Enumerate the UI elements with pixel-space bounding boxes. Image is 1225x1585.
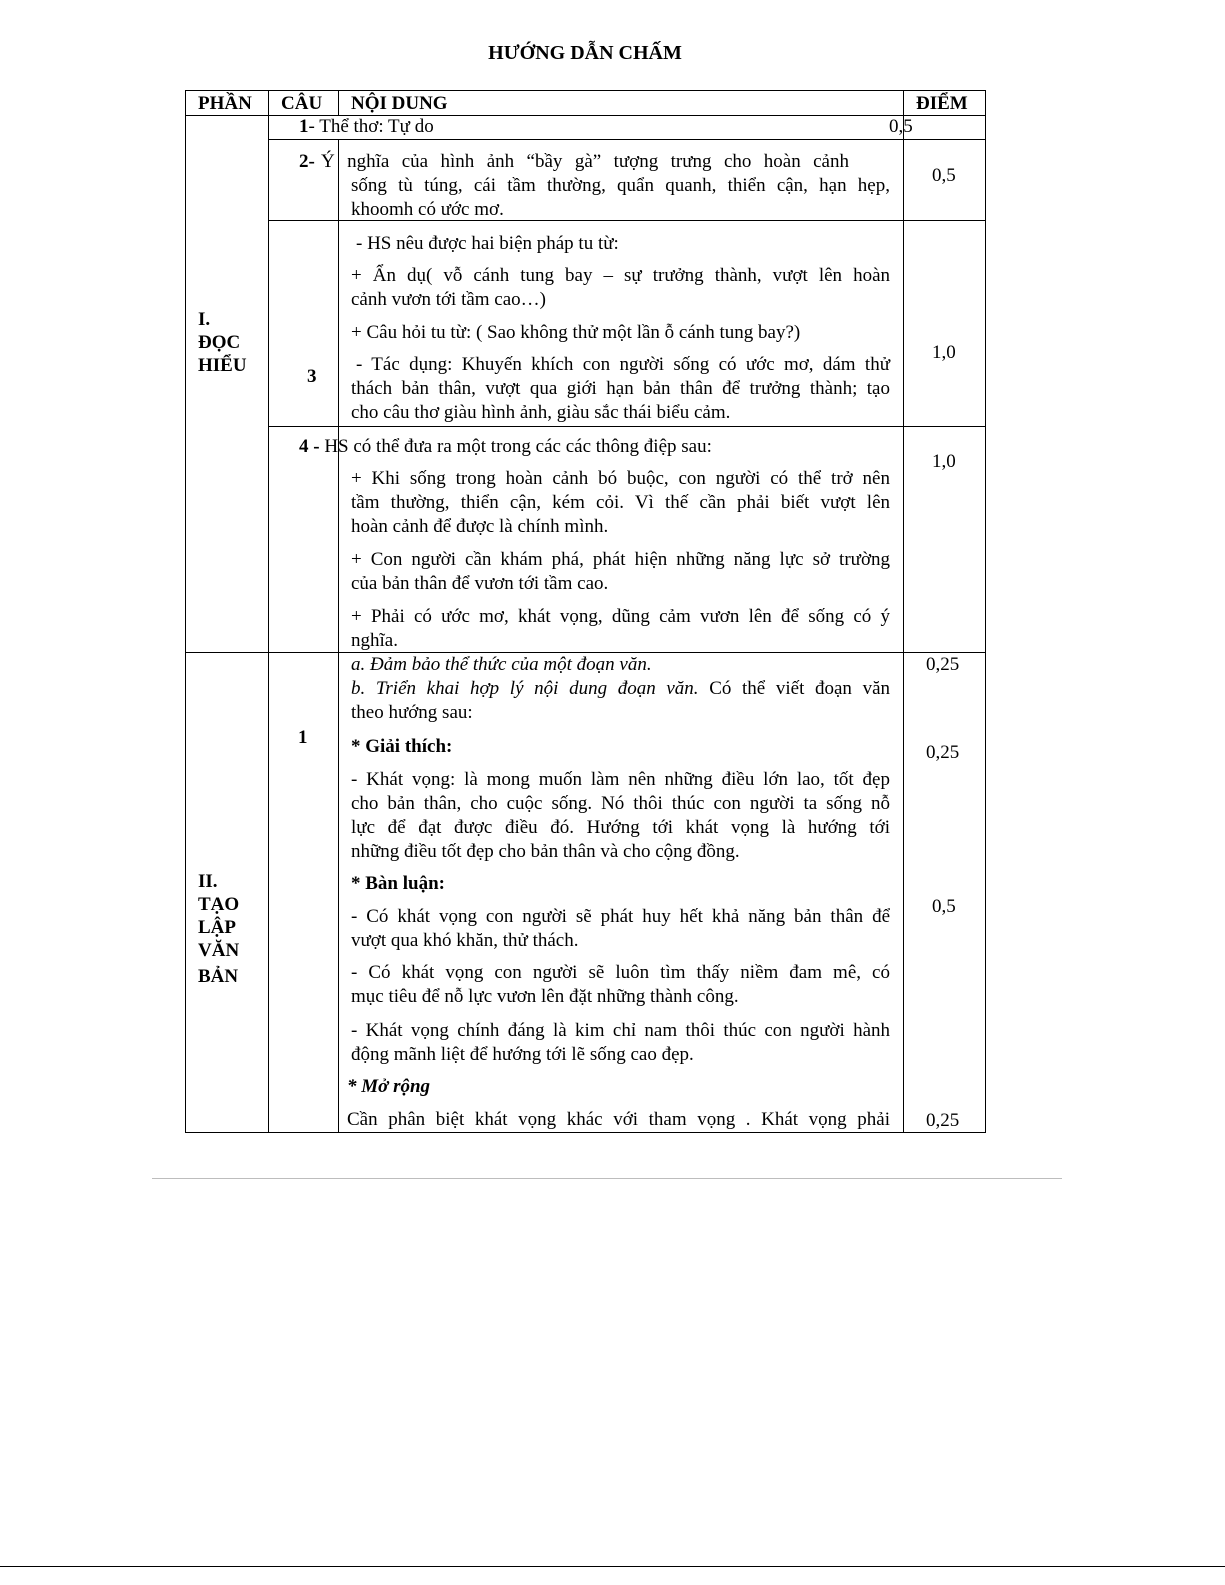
p2-score-bl: 0,5: [932, 896, 956, 917]
q4-message-1: [351, 467, 890, 539]
part2-label-5: BẢN: [198, 966, 239, 987]
q3-intro: - HS nêu được hai biện pháp tu từ:: [356, 233, 619, 254]
q3-line: thách bản thân, vượt qua giới hạn bản thân để trưởng thành; tạo: [351, 378, 890, 399]
p2-gt-line: - Khát vọng: là mong muốn làm nên những điều lớn lao, tốt đẹp: [351, 769, 890, 790]
q4-number: 4 -: [299, 436, 320, 457]
q2-score: 0,5: [932, 165, 956, 186]
q4-score: 1,0: [932, 451, 956, 472]
p2-bl1: [351, 905, 890, 953]
q3-effect: [351, 353, 890, 425]
q4-line: tầm thường, thiển cận, kém cỏi. Vì thế cần phải biết vượt lên: [351, 492, 890, 513]
q4-line: + Con người cần khám phá, phát hiện những năng lực sở trường: [351, 549, 890, 570]
p2-bl-line: - Có khát vọng con người sẽ luôn tìm thấy niềm đam mê, có: [351, 962, 890, 983]
p2-score-a: 0,25: [926, 654, 960, 675]
p2-score-gt: 0,25: [926, 742, 960, 763]
p2-bl-line: - Có khát vọng con người sẽ phát huy hết khả năng bản thân để: [351, 906, 890, 927]
part2-label-2: TẠO: [198, 894, 240, 915]
part2-label-1: II.: [198, 871, 218, 892]
p2-b-line2: theo hướng sau:: [351, 702, 473, 723]
p2-bl3: [351, 1019, 890, 1067]
q2-line: sống tù túng, cái tầm thường, quẩn quanh, thiển cận, hạn hẹp,: [351, 175, 890, 196]
q3-score: 1,0: [932, 342, 956, 363]
bottom-border: [0, 1566, 1225, 1567]
part1-label-2: ĐỌC: [198, 332, 241, 353]
p2-b-line: [351, 677, 890, 701]
q2-line: khoomh có ước mơ.: [351, 199, 504, 220]
q4-line: + Khi sống trong hoàn cảnh bó buộc, con người có thể trở nên: [351, 468, 890, 489]
q2-number: 2-: [299, 151, 315, 172]
q3-line: + Ẩn dụ( vỗ cánh tung bay – sự trưởng thành, vượt lên hoàn: [351, 265, 890, 286]
p2-bl-line: động mãnh liệt để hướng tới lẽ sống cao đẹp.: [351, 1044, 694, 1065]
q3-number: 3: [307, 366, 317, 387]
p2-mo-rong: * Mở rộng: [347, 1076, 431, 1097]
p2-gt-line: cho bản thân, cho cuộc sống. Nó thôi thúc con người ta sống nỗ: [351, 793, 890, 814]
q4-message-2: [351, 548, 890, 596]
q4-line: nghĩa.: [351, 630, 398, 651]
p2-q1-number: 1: [298, 727, 308, 748]
q4-intro: HS có thể đưa ra một trong các các thông điệp sau:: [324, 436, 712, 457]
part2-label-4: VĂN: [198, 940, 240, 961]
part1-label-1: I.: [198, 309, 211, 330]
q4-message-3: [351, 605, 890, 653]
part1-label-3: HIỂU: [198, 355, 247, 376]
q4-row: [299, 435, 712, 459]
p2-a: a. Đảm bảo thể thức của một đoạn văn.: [351, 654, 652, 675]
q1-score: 0,5: [889, 116, 913, 137]
q3-rhetorical: + Câu hỏi tu từ: ( Sao không thử một lần ỗ cánh tung bay?): [351, 322, 801, 343]
p2-b-rest: Có thể viết đoạn văn: [698, 678, 890, 699]
q2-line: Ý nghĩa của hình ảnh “bầy gà” tượng trưng cho hoàn cảnh: [321, 151, 849, 172]
header-phan: PHẦN: [198, 93, 252, 114]
part2-label-3: LẬP: [198, 917, 236, 938]
page-title: HƯỚNG DẪN CHẤM: [488, 42, 682, 64]
p2-gt-line: những điều tốt đẹp cho bản thân và cho cộng đồng.: [351, 841, 740, 862]
p2-b: [351, 677, 890, 725]
q1-text: - Thể thơ: Tự do: [308, 116, 434, 137]
page-separator: [152, 1178, 1062, 1179]
p2-mr: [347, 1108, 890, 1132]
p2-bl-line: vượt qua khó khăn, thử thách.: [351, 930, 579, 951]
p2-bl-line: mục tiêu để nỗ lực vươn lên đặt những thành công.: [351, 986, 739, 1007]
p2-bl-line: - Khát vọng chính đáng là kim chỉ nam thôi thúc con người hành: [351, 1020, 890, 1041]
q4-line: của bản thân để vươn tới tầm cao.: [351, 573, 609, 594]
p2-mr-line: Cần phân biệt khát vọng khác với tham vọng . Khát vọng phải: [347, 1109, 890, 1130]
q1-number: 1: [299, 116, 309, 137]
p2-bl2: [351, 961, 890, 1009]
q3-line: - Tác dụng: Khuyến khích con người sống có ước mơ, dám thử: [356, 354, 890, 375]
q2-text-cont: [351, 174, 890, 222]
p2-ban-luan: * Bàn luận:: [351, 873, 445, 894]
header-cau: CÂU: [281, 93, 323, 114]
q4-line: + Phải có ước mơ, khát vọng, dũng cảm vươn lên để sống có ý: [351, 606, 890, 627]
p2-gt-para: [351, 768, 890, 864]
q3-line: cảnh vươn tới tầm cao…): [351, 289, 547, 310]
header-diem: ĐIỂM: [916, 93, 968, 114]
p2-giai-thich: * Giải thích:: [351, 736, 453, 757]
q1-row: [299, 115, 434, 139]
q4-line: hoàn cảnh để được là chính mình.: [351, 516, 609, 537]
q3-metaphor: [351, 264, 890, 312]
q3-line: cho câu thơ giàu hình ảnh, giàu sắc thái biểu cảm.: [351, 402, 731, 423]
header-noi-dung: NỘI DUNG: [351, 93, 448, 114]
p2-b-italic: b. Triển khai hợp lý nội dung đoạn văn.: [351, 678, 699, 699]
q2-text: [321, 150, 849, 174]
p2-score-mr: 0,25: [926, 1110, 960, 1131]
p2-gt-line: lực để đạt được điều đó. Hướng tới khát vọng là hướng tới: [351, 817, 890, 838]
